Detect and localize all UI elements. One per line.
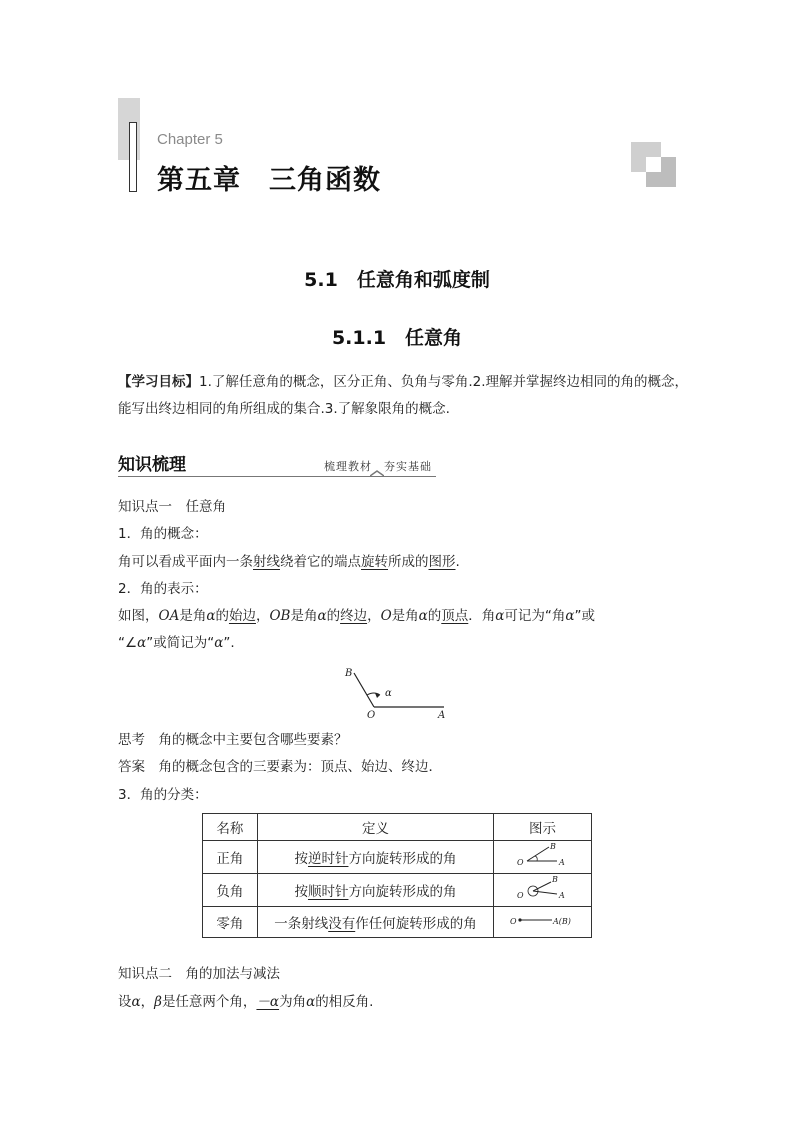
table-row	[203, 841, 592, 874]
math-beta: β	[154, 994, 162, 1010]
chapter-label-en: Chapter 5	[157, 131, 223, 148]
item-2-line-2	[118, 630, 235, 657]
label-o: O	[516, 891, 524, 900]
table-row	[203, 907, 592, 938]
math-alpha: α	[317, 608, 327, 624]
text-segment: 绕着它的端点	[280, 554, 361, 570]
label-b: B	[549, 842, 556, 851]
banner-notch-icon	[370, 470, 384, 480]
table-row	[203, 874, 592, 907]
corner-decoration-overlap	[646, 157, 661, 172]
text-segment: 可记为“角	[504, 608, 566, 624]
table-header: 名称	[203, 814, 258, 841]
text-segment: 为角	[279, 994, 307, 1010]
section-banner-rule	[118, 476, 436, 477]
blank-clockwise: 顺时针	[307, 884, 349, 900]
text-segment: ．角	[468, 608, 496, 624]
math-alpha: α	[495, 608, 505, 624]
text-segment: ，	[367, 608, 381, 624]
math-o: O	[380, 608, 392, 624]
blank-negative-alpha: －α	[256, 994, 280, 1010]
label-o: O	[516, 858, 524, 867]
blank-none: 没有	[328, 916, 356, 932]
item-3-title: 3．角的分类：	[118, 787, 208, 803]
text-segment: 是角	[391, 608, 419, 624]
text-segment: ，	[255, 608, 270, 624]
angle-definition	[257, 874, 493, 907]
angle-name: 负角	[203, 874, 258, 907]
math-alpha: α	[214, 635, 224, 651]
table-header-row	[203, 814, 592, 841]
knowledge-point-2-text	[118, 989, 373, 1016]
text-segment: 是角	[179, 608, 207, 624]
math-alpha: α	[206, 608, 216, 624]
text-segment: ，	[140, 994, 155, 1010]
item-2-line-1	[118, 603, 595, 630]
think-text: 角的概念中主要包含哪些要素？	[158, 732, 348, 748]
math-alpha: α	[131, 994, 141, 1010]
text-segment: 的	[326, 608, 341, 624]
text-segment: .	[455, 554, 460, 570]
text-segment: “∠	[118, 635, 138, 651]
label-a: A	[438, 710, 446, 721]
label-o: O	[509, 917, 517, 926]
section-banner-subtitle: 梳理教材 夯实基础	[324, 460, 432, 473]
knowledge-point-2-title: 知识点二 角的加法与减法	[118, 966, 280, 982]
blank-initial-side: 始边	[228, 608, 256, 624]
knowledge-point-1-title: 知识点一 任意角	[118, 499, 226, 515]
text-segment: 方向旋转形成的角	[348, 884, 457, 900]
learning-goals-label: 【学习目标】	[118, 374, 199, 390]
text-segment: ”.	[223, 635, 235, 651]
text-segment: 所成的	[388, 554, 429, 570]
text-segment: 一条射线	[274, 916, 329, 932]
subsection-title: 5.1.1 任意角	[331, 327, 463, 349]
section-banner-title: 知识梳理	[118, 455, 186, 475]
table-header: 定义	[257, 814, 493, 841]
blank-rotate: 旋转	[361, 554, 388, 570]
text-segment: 的	[215, 608, 229, 624]
label-a: A	[558, 858, 565, 867]
label-b: B	[551, 875, 558, 884]
text-segment: 方向旋转形成的角	[348, 851, 457, 867]
text-segment: 如图，	[118, 608, 159, 624]
learning-goals-line-2: 能写出终边相同的角所组成的集合.3.了解象限角的概念.	[118, 401, 450, 417]
table-header: 图示	[494, 814, 592, 841]
text-segment: 的	[427, 608, 442, 624]
angle-name: 正角	[203, 841, 258, 874]
label-b: B	[345, 668, 353, 679]
math-alpha: α	[306, 994, 316, 1010]
math-alpha: α	[418, 608, 428, 624]
label-o: O	[367, 710, 376, 721]
math-oa: OA	[158, 608, 180, 624]
angle-definition	[257, 841, 493, 874]
text-segment: 是任意两个角，	[161, 994, 257, 1010]
angle-figure-cell	[494, 841, 592, 874]
blank-counterclockwise: 逆时针	[307, 851, 349, 867]
section-title: 5.1 任意角和弧度制	[304, 269, 490, 291]
text-segment: 角可以看成平面内一条	[118, 554, 253, 570]
text-segment: ”或简记为“	[146, 635, 215, 651]
text-segment: 作任何旋转形成的角	[355, 916, 477, 932]
negative-angle-icon	[513, 874, 573, 902]
think-label: 思考	[118, 732, 145, 748]
blank-figure: 图形	[428, 554, 456, 570]
blank-terminal-side: 终边	[340, 608, 368, 624]
item-1-text	[118, 549, 460, 576]
answer-label: 答案	[118, 759, 145, 775]
answer	[118, 754, 442, 781]
angle-definition	[257, 907, 493, 938]
text-segment: 是角	[290, 608, 318, 624]
angle-name: 零角	[203, 907, 258, 938]
zero-angle-icon	[508, 909, 578, 931]
angle-classification-table	[202, 813, 592, 938]
text-segment: ”或	[574, 608, 596, 624]
text-segment: 设	[118, 994, 132, 1010]
angle-figure-cell	[494, 907, 592, 938]
ray-ob	[354, 673, 374, 707]
text-segment: 的相反角.	[315, 994, 374, 1010]
chapter-decoration-frame	[129, 122, 137, 192]
angle-figure-cell	[494, 874, 592, 907]
math-alpha: α	[565, 608, 575, 624]
chapter-title: 第五章 三角函数	[157, 165, 381, 196]
angle-figure	[340, 662, 460, 722]
learning-goals-text: 1.了解任意角的概念，区分正角、负角与零角.2.理解并掌握终边相同的角的概念，	[199, 374, 689, 390]
label-alpha: α	[385, 688, 392, 699]
positive-angle-icon	[513, 841, 573, 869]
blank-vertex: 顶点	[441, 608, 469, 624]
answer-text: 角的概念包含的三要素为：顶点、始边、终边．	[158, 759, 442, 775]
item-1-title: 1．角的概念：	[118, 526, 208, 542]
blank-ray: 射线	[253, 554, 280, 570]
label-a: A	[558, 891, 565, 900]
learning-goals-line-1	[118, 369, 688, 396]
math-alpha: α	[137, 635, 147, 651]
text-segment: 按	[294, 851, 308, 867]
math-ob: OB	[269, 608, 291, 624]
think-question	[118, 727, 348, 754]
item-2-title: 2．角的表示：	[118, 581, 208, 597]
label-ab: A(B)	[552, 917, 571, 926]
text-segment: 按	[294, 884, 308, 900]
